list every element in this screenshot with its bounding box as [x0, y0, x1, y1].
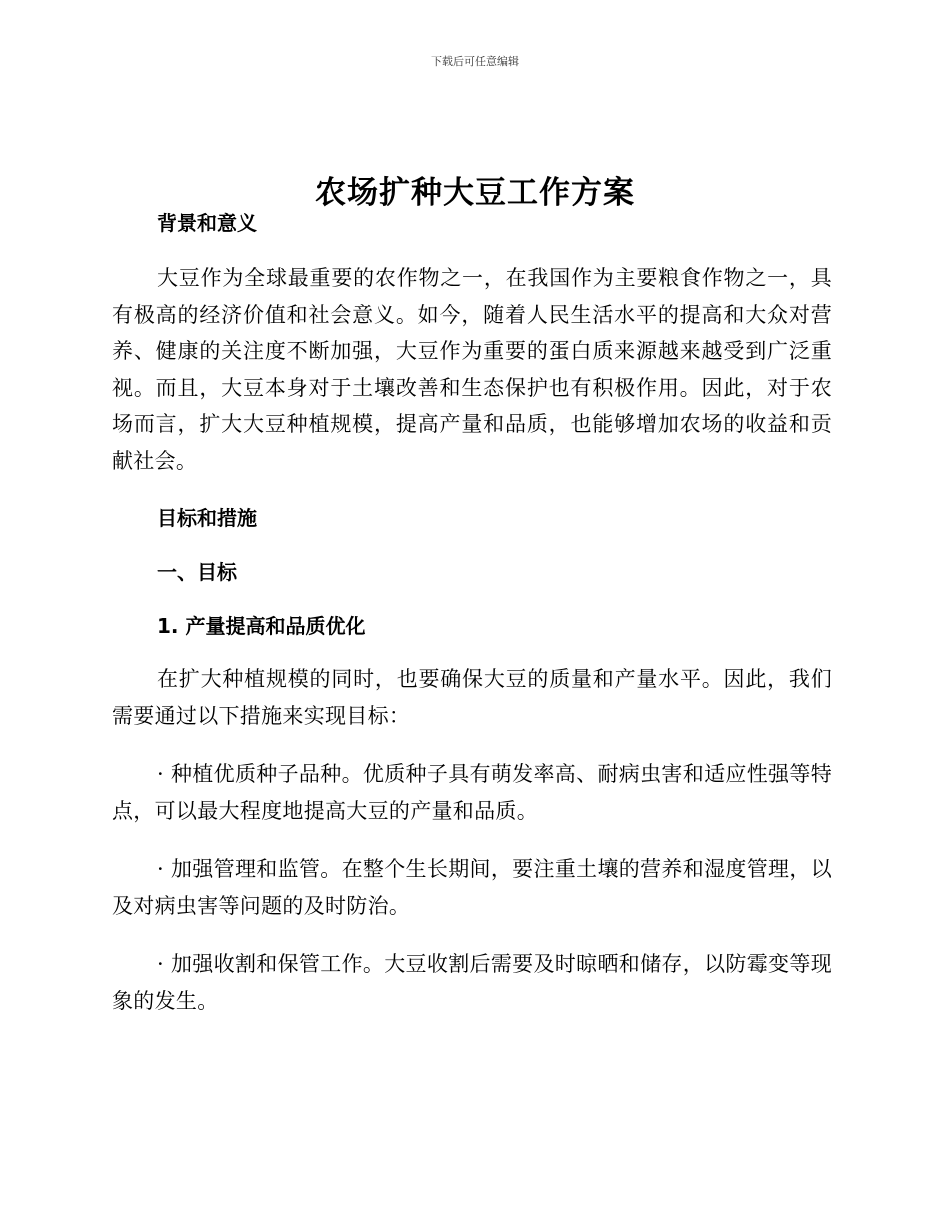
intro-paragraph: 在扩大种植规模的同时，也要确保大豆的质量和产量水平。因此，我们需要通过以下措施来实现目标： — [112, 667, 832, 728]
header-note: 下载后可任意编辑 — [431, 55, 519, 68]
subheading-item-one: 1. 产量提高和品质优化 — [157, 614, 366, 638]
document-title: 农场扩种大豆工作方案 — [315, 174, 635, 211]
bullet-paragraph-management: · 加强管理和监管。在整个生长期间，要注重土壤的营养和湿度管理，以及对病虫害等问题的及时防治。 — [112, 857, 832, 918]
bullet-paragraph-seeds: · 种植优质种子品种。优质种子具有萌发率高、耐病虫害和适应性强等特点，可以最大程度地提高大豆的产量和品质。 — [112, 762, 832, 823]
document-body — [112, 196, 832, 1019]
section-heading-background: 背景和意义 — [157, 211, 257, 235]
section-heading-goals-measures: 目标和措施 — [157, 506, 257, 530]
background-paragraph: 大豆作为全球最重要的农作物之一，在我国作为主要粮食作物之一，具有极高的经济价值和社会意义。如今，随着人民生活水平的提高和大众对营养、健康的关注度不断加强，大豆作为重要的蛋白质来源越来越受到广泛重视。而且，大豆本身对于土壤改善和生态保护也有积极作用。因此，对于农场而言，扩大大豆种植规模，提高产量和品质，也能够增加农场的收益和贡献社会。 — [112, 266, 832, 473]
subheading-goal-one: 一、目标 — [157, 560, 237, 584]
bullet-paragraph-harvest: · 加强收割和保管工作。大豆收割后需要及时晾晒和储存，以防霉变等现象的发生。 — [112, 952, 832, 1013]
